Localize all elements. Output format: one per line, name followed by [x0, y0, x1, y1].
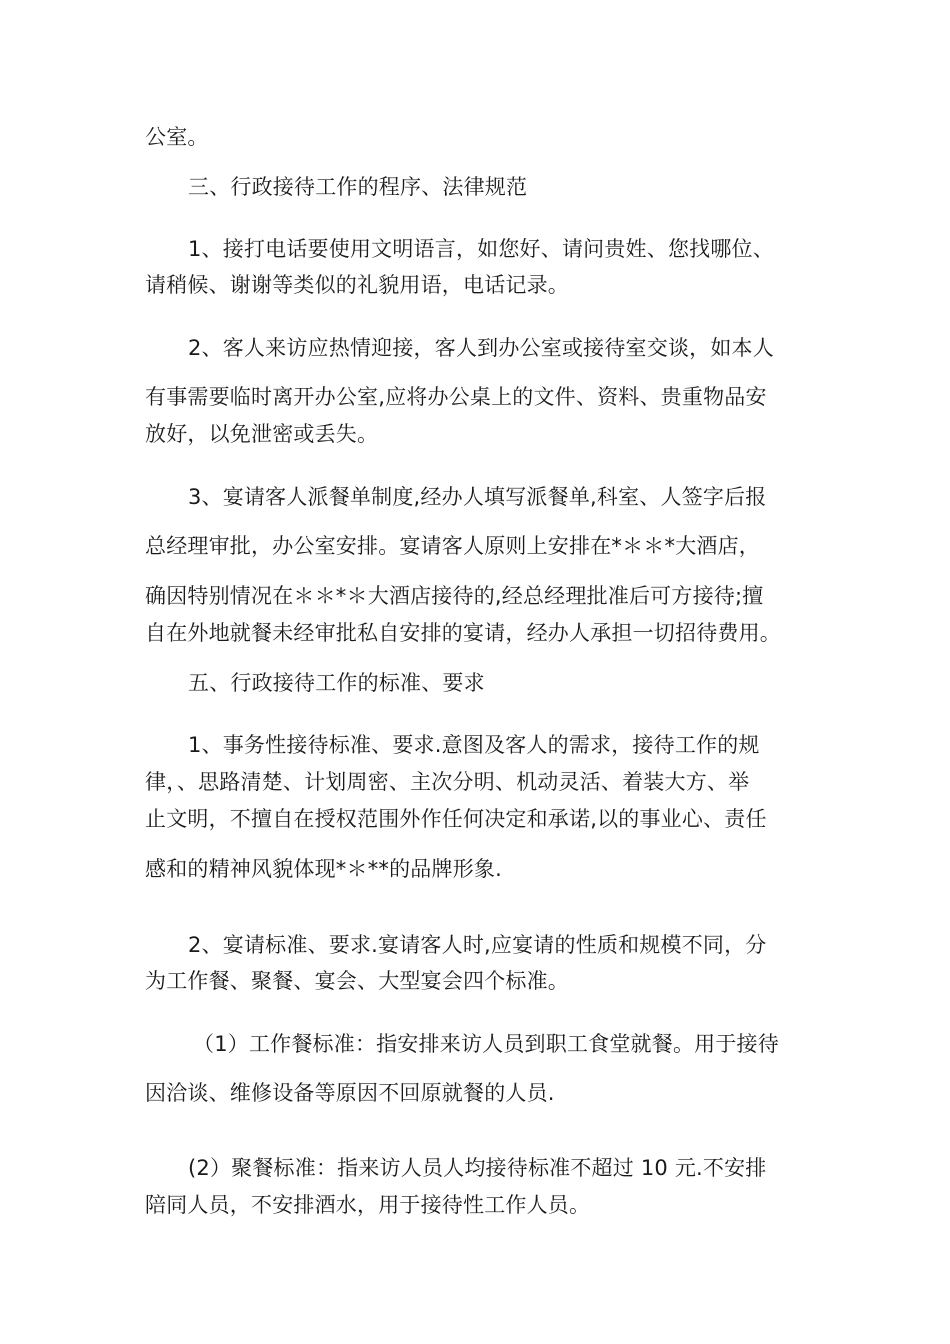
section-heading: 五、行政接待工作的标准、要求 [188, 671, 485, 695]
text-line: 为工作餐、聚餐、宴会、大型宴会四个标准。 [145, 969, 569, 993]
text-line: 放好，以免泄密或丢失。 [145, 422, 379, 446]
text-line: 止文明，不擅自在授权范围外作任何决定和承诺,以的事业心、责任 [145, 807, 767, 831]
text-line: 有事需要临时离开办公室,应将办公桌上的文件、资料、贵重物品安 [145, 385, 767, 409]
text-line: 3、宴请客人派餐单制度,经办人填写派餐单,科室、人签字后报 [188, 485, 767, 509]
text-line: 感和的精神风貌体现*＊**的品牌形象. [145, 857, 502, 881]
text-line: 2、客人来访应热情迎接，客人到办公室或接待室交谈，如本人 [188, 336, 774, 360]
text-line: （1）工作餐标准：指安排来访人员到职工食堂就餐。用于接待 [193, 1032, 779, 1056]
text-line: 确因特别情况在＊＊*＊大酒店接待的,经总经理批准后可方接待;擅 [145, 584, 764, 608]
text-line: 因洽谈、维修设备等原因不回原就餐的人员. [145, 1081, 555, 1105]
text-line: (2）聚餐标准：指来访人员人均接待标准不超过 10 元.不安排 [188, 1156, 767, 1180]
text-line: 2、宴请标准、要求.宴请客人时,应宴请的性质和规模不同，分 [188, 933, 767, 957]
text-line: 请稍候、谢谢等类似的礼貌用语，电话记录。 [145, 273, 569, 297]
text-line: 陪同人员，不安排酒水，用于接待性工作人员。 [145, 1193, 591, 1217]
section-heading: 三、行政接待工作的程序、法律规范 [188, 175, 528, 199]
text-line: 1、接打电话要使用文明语言，如您好、请问贵姓、您找哪位、 [188, 237, 774, 261]
text-line: 1、事务性接待标准、要求.意图及客人的需求，接待工作的规 [188, 733, 760, 757]
text-line: 自在外地就餐未经审批私自安排的宴请，经办人承担一切招待费用。 [145, 621, 781, 645]
text-line: 总经理审批，办公室安排。宴请客人原则上安排在*＊＊*大酒店， [145, 534, 760, 558]
text-line: 公室。 [145, 125, 209, 149]
text-line: 律，、思路清楚、计划周密、主次分明、机动灵活、着装大方、举 [145, 770, 750, 794]
